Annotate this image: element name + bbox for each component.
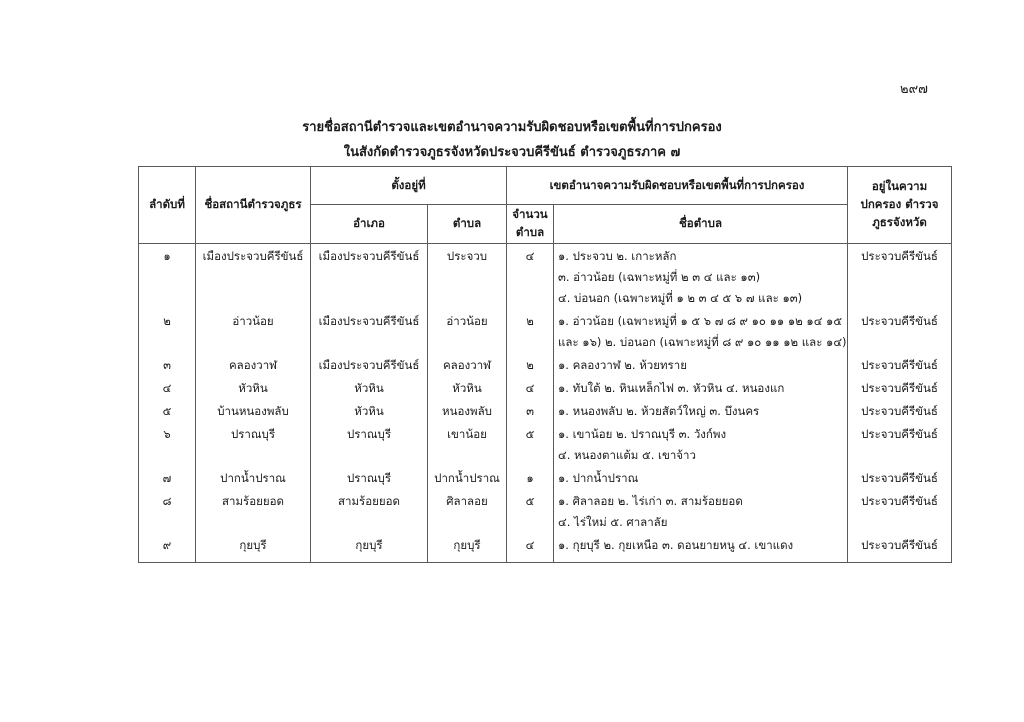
row-station-name: บ้านหนองพลับ bbox=[196, 399, 311, 422]
row-station-name: ปราณบุรี bbox=[196, 422, 311, 466]
subdistrict-name-line: ๔. ไร่ใหม่ ๕. ศาลาลัย bbox=[558, 515, 668, 529]
row-subdistrict-count: ๕ bbox=[507, 422, 554, 466]
row-subdistrict: เขาน้อย bbox=[428, 422, 507, 466]
subdistrict-name-line: ๔. หนองตาแต้ม ๕. เขาจ้าว bbox=[558, 448, 696, 462]
row-order: ๗ bbox=[139, 466, 196, 489]
row-subdistrict-names bbox=[554, 533, 848, 563]
row-under-province: ประจวบคีรีขันธ์ bbox=[848, 376, 952, 399]
row-subdistrict-count: ๓ bbox=[507, 399, 554, 422]
header-district: อำเภอ bbox=[311, 205, 428, 244]
row-under-province: ประจวบคีรีขันธ์ bbox=[848, 422, 952, 466]
subdistrict-name-line: ๑. ประจวบ ๒. เกาะหลัก bbox=[558, 249, 677, 263]
row-subdistrict-names bbox=[554, 309, 848, 353]
row-subdistrict-names bbox=[554, 489, 848, 533]
subdistrict-name-line: ๑. คลองวาฬ ๒. ห้วยทราย bbox=[558, 358, 687, 372]
header-location: ตั้งอยู่ที่ bbox=[311, 167, 507, 205]
row-station-name: อ่าวน้อย bbox=[196, 309, 311, 353]
subdistrict-name-line: ๑. ศิลาลอย ๒. ไร่เก่า ๓. สามร้อยยอด bbox=[558, 494, 743, 508]
subdistrict-name-line: ๑. หนองพลับ ๒. ห้วยสัตว์ใหญ่ ๓. บึงนคร bbox=[558, 404, 760, 418]
subdistrict-name-line: ๑. ทับใต้ ๒. หินเหล็กไฟ ๓. หัวหิน ๔. หนองแก bbox=[558, 381, 785, 395]
header-subdistrict: ตำบล bbox=[428, 205, 507, 244]
row-subdistrict-count: ๔ bbox=[507, 533, 554, 563]
row-order: ๘ bbox=[139, 489, 196, 533]
row-subdistrict-count: ๒ bbox=[507, 309, 554, 353]
row-under-province: ประจวบคีรีขันธ์ bbox=[848, 244, 952, 310]
header-subdistrict-count: จำนวน ตำบล bbox=[507, 205, 554, 244]
row-order: ๖ bbox=[139, 422, 196, 466]
table-row bbox=[139, 244, 952, 310]
row-under-province: ประจวบคีรีขันธ์ bbox=[848, 399, 952, 422]
row-under-province: ประจวบคีรีขันธ์ bbox=[848, 353, 952, 376]
table-row bbox=[139, 353, 952, 376]
subdistrict-name-line: ๑. อ่าวน้อย (เฉพาะหมู่ที่ ๑ ๕ ๖ ๗ ๘ ๙ ๑๐ ๑๑ ๑๒ ๑๔ ๑๕ bbox=[558, 314, 843, 328]
row-subdistrict-names bbox=[554, 466, 848, 489]
table-row bbox=[139, 399, 952, 422]
row-station-name: กุยบุรี bbox=[196, 533, 311, 563]
row-subdistrict-names bbox=[554, 376, 848, 399]
table-body bbox=[139, 244, 952, 563]
row-subdistrict: คลองวาฬ bbox=[428, 353, 507, 376]
header-jurisdiction: เขตอำนาจความรับผิดชอบหรือเขตพื้นที่การปกครอง bbox=[507, 167, 848, 205]
table-row bbox=[139, 422, 952, 466]
table-row bbox=[139, 376, 952, 399]
row-district: หัวหิน bbox=[311, 399, 428, 422]
row-order: ๓ bbox=[139, 353, 196, 376]
row-order: ๔ bbox=[139, 376, 196, 399]
row-subdistrict-count: ๒ bbox=[507, 353, 554, 376]
row-subdistrict-count: ๔ bbox=[507, 244, 554, 310]
row-district: หัวหิน bbox=[311, 376, 428, 399]
row-station-name: เมืองประจวบคีรีขันธ์ bbox=[196, 244, 311, 310]
row-under-province: ประจวบคีรีขันธ์ bbox=[848, 466, 952, 489]
row-station-name: หัวหิน bbox=[196, 376, 311, 399]
row-district: เมืองประจวบคีรีขันธ์ bbox=[311, 353, 428, 376]
row-under-province: ประจวบคีรีขันธ์ bbox=[848, 489, 952, 533]
document-title-line-1: รายชื่อสถานีตำรวจและเขตอำนาจความรับผิดชอบหรือเขตพื้นที่การปกครอง bbox=[302, 120, 722, 135]
police-station-table bbox=[138, 166, 952, 563]
row-subdistrict-names bbox=[554, 422, 848, 466]
row-subdistrict: ศิลาลอย bbox=[428, 489, 507, 533]
row-subdistrict: หัวหิน bbox=[428, 376, 507, 399]
row-order: ๕ bbox=[139, 399, 196, 422]
row-station-name: คลองวาฬ bbox=[196, 353, 311, 376]
row-subdistrict-count: ๔ bbox=[507, 376, 554, 399]
row-district: สามร้อยยอด bbox=[311, 489, 428, 533]
header-station-name: ชื่อสถานีตำรวจภูธร bbox=[196, 167, 311, 244]
row-district: ปราณบุรี bbox=[311, 466, 428, 489]
row-station-name: สามร้อยยอด bbox=[196, 489, 311, 533]
table-row bbox=[139, 466, 952, 489]
row-subdistrict-count: ๕ bbox=[507, 489, 554, 533]
row-district: เมืองประจวบคีรีขันธ์ bbox=[311, 309, 428, 353]
subdistrict-name-line: และ ๑๖) ๒. บ่อนอก (เฉพาะหมู่ที่ ๘ ๙ ๑๐ ๑๑ ๑๒ และ ๑๔) bbox=[558, 335, 847, 349]
row-order: ๙ bbox=[139, 533, 196, 563]
row-under-province: ประจวบคีรีขันธ์ bbox=[848, 533, 952, 563]
row-order: ๑ bbox=[139, 244, 196, 310]
row-district: ปราณบุรี bbox=[311, 422, 428, 466]
row-subdistrict: ประจวบ bbox=[428, 244, 507, 310]
header-order: ลำดับที่ bbox=[139, 167, 196, 244]
row-subdistrict-names bbox=[554, 244, 848, 310]
row-order: ๒ bbox=[139, 309, 196, 353]
row-subdistrict: หนองพลับ bbox=[428, 399, 507, 422]
row-subdistrict: กุยบุรี bbox=[428, 533, 507, 563]
subdistrict-name-line: ๑. ปากน้ำปราณ bbox=[558, 471, 639, 485]
table-row bbox=[139, 309, 952, 353]
row-district: เมืองประจวบคีรีขันธ์ bbox=[311, 244, 428, 310]
subdistrict-name-line: ๔. บ่อนอก (เฉพาะหมู่ที่ ๑ ๒ ๓ ๔ ๕ ๖ ๗ และ ๑๓) bbox=[558, 291, 803, 305]
row-station-name: ปากน้ำปราณ bbox=[196, 466, 311, 489]
row-subdistrict-count: ๑ bbox=[507, 466, 554, 489]
table-row bbox=[139, 489, 952, 533]
table-row bbox=[139, 533, 952, 563]
row-subdistrict: อ่าวน้อย bbox=[428, 309, 507, 353]
row-district: กุยบุรี bbox=[311, 533, 428, 563]
subdistrict-name-line: ๓. อ่าวน้อย (เฉพาะหมู่ที่ ๒ ๓ ๔ และ ๑๓) bbox=[558, 270, 761, 284]
document-title-line-2: ในสังกัดตำรวจภูธรจังหวัดประจวบคีรีขันธ์ ตำรวจภูธรภาค ๗ bbox=[343, 145, 681, 160]
header-under-province: อยู่ในความปกครอง ตำรวจภูธรจังหวัด bbox=[848, 167, 952, 244]
page-number: ๒๙๗ bbox=[900, 82, 928, 97]
subdistrict-name-line: ๑. กุยบุรี ๒. กุยเหนือ ๓. ดอนยายหนู ๔. เขาแดง bbox=[558, 538, 794, 552]
row-under-province: ประจวบคีรีขันธ์ bbox=[848, 309, 952, 353]
row-subdistrict: ปากน้ำปราณ bbox=[428, 466, 507, 489]
row-subdistrict-names bbox=[554, 353, 848, 376]
header-subdistrict-names: ชื่อตำบล bbox=[554, 205, 848, 244]
subdistrict-name-line: ๑. เขาน้อย ๒. ปราณบุรี ๓. วังก์พง bbox=[558, 427, 727, 441]
row-subdistrict-names bbox=[554, 399, 848, 422]
